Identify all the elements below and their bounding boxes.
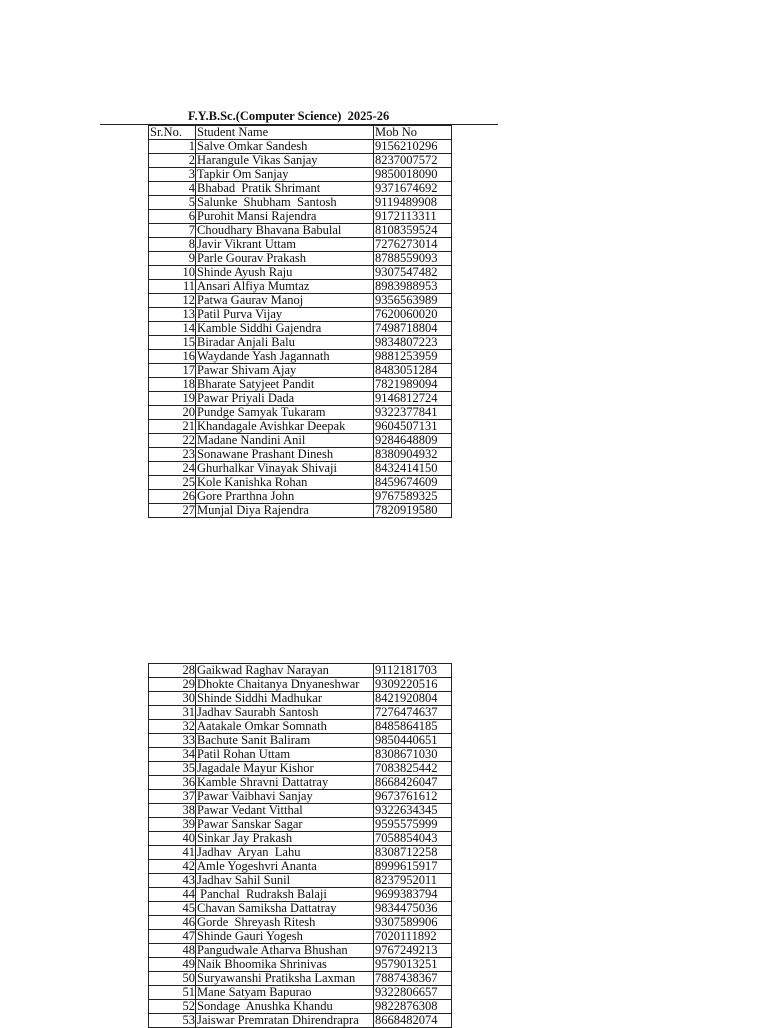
header-student-name: Student Name <box>196 126 374 140</box>
mobile-number-cell: 8983988953 <box>374 280 452 294</box>
student-name-cell: Salunke Shubham Santosh <box>196 196 374 210</box>
table-row <box>149 664 452 678</box>
mobile-number-cell: 9767589325 <box>374 490 452 504</box>
table-row <box>149 308 452 322</box>
table-row <box>149 294 452 308</box>
mobile-number-cell: 8999615917 <box>374 860 452 874</box>
sr-no-cell: 50 <box>149 972 196 986</box>
student-name-cell: Ghurhalkar Vinayak Shivaji <box>196 462 374 476</box>
table-row <box>149 860 452 874</box>
sr-no-cell: 10 <box>149 266 196 280</box>
student-rows-page-1 <box>149 140 452 518</box>
sr-no-cell: 33 <box>149 734 196 748</box>
student-name-cell: Parle Gourav Prakash <box>196 252 374 266</box>
sr-no-cell: 3 <box>149 168 196 182</box>
mobile-number-cell: 7276474637 <box>374 706 452 720</box>
student-name-cell: Naik Bhoomika Shrinivas <box>196 958 374 972</box>
student-name-cell: Patwa Gaurav Manoj <box>196 294 374 308</box>
sr-no-cell: 13 <box>149 308 196 322</box>
student-name-cell: Sondage Anushka Khandu <box>196 1000 374 1014</box>
mobile-number-cell: 9834475036 <box>374 902 452 916</box>
mobile-number-cell: 9699383794 <box>374 888 452 902</box>
student-name-cell: Mane Satyam Bapurao <box>196 986 374 1000</box>
table-row <box>149 364 452 378</box>
table-row <box>149 392 452 406</box>
student-name-cell: Pawar Vaibhavi Sanjay <box>196 790 374 804</box>
table-row <box>149 504 452 518</box>
student-name-cell: Jadhav Aryan Lahu <box>196 846 374 860</box>
sr-no-cell: 6 <box>149 210 196 224</box>
mobile-number-cell: 8308712258 <box>374 846 452 860</box>
mobile-number-cell: 8483051284 <box>374 364 452 378</box>
sr-no-cell: 35 <box>149 762 196 776</box>
sr-no-cell: 17 <box>149 364 196 378</box>
table-row <box>149 210 452 224</box>
sr-no-cell: 22 <box>149 434 196 448</box>
table-row <box>149 490 452 504</box>
mobile-number-cell: 7820919580 <box>374 504 452 518</box>
student-name-cell: Waydande Yash Jagannath <box>196 350 374 364</box>
student-name-cell: Biradar Anjali Balu <box>196 336 374 350</box>
mobile-number-cell: 9307547482 <box>374 266 452 280</box>
table-row <box>149 420 452 434</box>
mobile-number-cell: 9322634345 <box>374 804 452 818</box>
student-table-page-2 <box>148 663 452 1028</box>
sr-no-cell: 34 <box>149 748 196 762</box>
mobile-number-cell: 9309220516 <box>374 678 452 692</box>
table-row <box>149 930 452 944</box>
student-name-cell: Aatakale Omkar Somnath <box>196 720 374 734</box>
sr-no-cell: 25 <box>149 476 196 490</box>
student-name-cell: Gaikwad Raghav Narayan <box>196 664 374 678</box>
student-name-cell: Choudhary Bhavana Babulal <box>196 224 374 238</box>
mobile-number-cell: 9881253959 <box>374 350 452 364</box>
student-name-cell: Pawar Shivam Ajay <box>196 364 374 378</box>
mobile-number-cell: 7620060020 <box>374 308 452 322</box>
mobile-number-cell: 8459674609 <box>374 476 452 490</box>
student-name-cell: Dhokte Chaitanya Dnyaneshwar <box>196 678 374 692</box>
table-row <box>149 182 452 196</box>
sr-no-cell: 4 <box>149 182 196 196</box>
mobile-number-cell: 8788559093 <box>374 252 452 266</box>
sr-no-cell: 48 <box>149 944 196 958</box>
sr-no-cell: 42 <box>149 860 196 874</box>
table-row <box>149 748 452 762</box>
student-name-cell: Sinkar Jay Prakash <box>196 832 374 846</box>
student-name-cell: Shinde Siddhi Madhukar <box>196 692 374 706</box>
student-name-cell: Gorde Shreyash Ritesh <box>196 916 374 930</box>
mobile-number-cell: 9850018090 <box>374 168 452 182</box>
table-row <box>149 944 452 958</box>
table-row <box>149 972 452 986</box>
table-row <box>149 678 452 692</box>
table-row <box>149 140 452 154</box>
sr-no-cell: 14 <box>149 322 196 336</box>
sr-no-cell: 53 <box>149 1014 196 1028</box>
header-sr-no: Sr.No. <box>149 126 196 140</box>
sr-no-cell: 15 <box>149 336 196 350</box>
table-row <box>149 350 452 364</box>
sr-no-cell: 51 <box>149 986 196 1000</box>
sr-no-cell: 52 <box>149 1000 196 1014</box>
sr-no-cell: 41 <box>149 846 196 860</box>
student-name-cell: Tapkir Om Sanjay <box>196 168 374 182</box>
student-name-cell: Ansari Alfiya Mumtaz <box>196 280 374 294</box>
mobile-number-cell: 9356563989 <box>374 294 452 308</box>
mobile-number-cell: 7083825442 <box>374 762 452 776</box>
mobile-number-cell: 9307589906 <box>374 916 452 930</box>
student-name-cell: Madane Nandini Anil <box>196 434 374 448</box>
mobile-number-cell: 7821989094 <box>374 378 452 392</box>
mobile-number-cell: 9834807223 <box>374 336 452 350</box>
mobile-number-cell: 9172113311 <box>374 210 452 224</box>
sr-no-cell: 9 <box>149 252 196 266</box>
mobile-number-cell: 7058854043 <box>374 832 452 846</box>
sr-no-cell: 20 <box>149 406 196 420</box>
sr-no-cell: 45 <box>149 902 196 916</box>
sr-no-cell: 38 <box>149 804 196 818</box>
mobile-number-cell: 8308671030 <box>374 748 452 762</box>
student-name-cell: Pawar Priyali Dada <box>196 392 374 406</box>
sr-no-cell: 16 <box>149 350 196 364</box>
mobile-number-cell: 8432414150 <box>374 462 452 476</box>
table-row <box>149 462 452 476</box>
mobile-number-cell: 7276273014 <box>374 238 452 252</box>
student-name-cell: Bhabad Pratik Shrimant <box>196 182 374 196</box>
table-row <box>149 238 452 252</box>
header-mob-no: Mob No <box>374 126 452 140</box>
sr-no-cell: 29 <box>149 678 196 692</box>
table-row <box>149 762 452 776</box>
student-name-cell: Jadhav Sahil Sunil <box>196 874 374 888</box>
mobile-number-cell: 9604507131 <box>374 420 452 434</box>
sr-no-cell: 36 <box>149 776 196 790</box>
student-name-cell: Bachute Sanit Baliram <box>196 734 374 748</box>
table-row <box>149 336 452 350</box>
sr-no-cell: 49 <box>149 958 196 972</box>
sr-no-cell: 8 <box>149 238 196 252</box>
mobile-number-cell: 9371674692 <box>374 182 452 196</box>
student-name-cell: Patil Purva Vijay <box>196 308 374 322</box>
student-name-cell: Kole Kanishka Rohan <box>196 476 374 490</box>
student-rows-page-2 <box>149 664 452 1028</box>
table-row <box>149 266 452 280</box>
mobile-number-cell: 8421920804 <box>374 692 452 706</box>
sr-no-cell: 11 <box>149 280 196 294</box>
sr-no-cell: 31 <box>149 706 196 720</box>
sr-no-cell: 23 <box>149 448 196 462</box>
table-row <box>149 986 452 1000</box>
student-name-cell: Patil Rohan Uttam <box>196 748 374 762</box>
sr-no-cell: 21 <box>149 420 196 434</box>
table-row <box>149 846 452 860</box>
student-table-page-1 <box>148 125 452 518</box>
table-row <box>149 832 452 846</box>
mobile-number-cell: 9119489908 <box>374 196 452 210</box>
table-row <box>149 378 452 392</box>
table-row <box>149 168 452 182</box>
table-row <box>149 790 452 804</box>
student-name-cell: Panchal Rudraksh Balaji <box>196 888 374 902</box>
table-row <box>149 322 452 336</box>
table-row <box>149 692 452 706</box>
student-name-cell: Pawar Sanskar Sagar <box>196 818 374 832</box>
sr-no-cell: 12 <box>149 294 196 308</box>
student-name-cell: Salve Omkar Sandesh <box>196 140 374 154</box>
mobile-number-cell: 8237952011 <box>374 874 452 888</box>
student-name-cell: Amle Yogeshvri Ananta <box>196 860 374 874</box>
table-row <box>149 916 452 930</box>
student-name-cell: Munjal Diya Rajendra <box>196 504 374 518</box>
sr-no-cell: 24 <box>149 462 196 476</box>
mobile-number-cell: 7020111892 <box>374 930 452 944</box>
mobile-number-cell: 8380904932 <box>374 448 452 462</box>
mobile-number-cell: 9579013251 <box>374 958 452 972</box>
student-name-cell: Jagadale Mayur Kishor <box>196 762 374 776</box>
sr-no-cell: 7 <box>149 224 196 238</box>
mobile-number-cell: 8108359524 <box>374 224 452 238</box>
student-name-cell: Kamble Siddhi Gajendra <box>196 322 374 336</box>
sr-no-cell: 32 <box>149 720 196 734</box>
mobile-number-cell: 9146812724 <box>374 392 452 406</box>
sr-no-cell: 30 <box>149 692 196 706</box>
table-header-row <box>149 126 452 140</box>
sr-no-cell: 18 <box>149 378 196 392</box>
table-row <box>149 720 452 734</box>
sr-no-cell: 44 <box>149 888 196 902</box>
student-name-cell: Pundge Samyak Tukaram <box>196 406 374 420</box>
sr-no-cell: 40 <box>149 832 196 846</box>
mobile-number-cell: 9850440651 <box>374 734 452 748</box>
sr-no-cell: 37 <box>149 790 196 804</box>
table-row <box>149 252 452 266</box>
table-row <box>149 958 452 972</box>
student-name-cell: Javir Vikrant Uttam <box>196 238 374 252</box>
table-row <box>149 888 452 902</box>
table-row <box>149 280 452 294</box>
student-name-cell: Harangule Vikas Sanjay <box>196 154 374 168</box>
mobile-number-cell: 9822876308 <box>374 1000 452 1014</box>
mobile-number-cell: 8668482074 <box>374 1014 452 1028</box>
table-row <box>149 706 452 720</box>
mobile-number-cell: 9284648809 <box>374 434 452 448</box>
sr-no-cell: 27 <box>149 504 196 518</box>
sr-no-cell: 26 <box>149 490 196 504</box>
sr-no-cell: 1 <box>149 140 196 154</box>
table-row <box>149 154 452 168</box>
student-name-cell: Suryawanshi Pratiksha Laxman <box>196 972 374 986</box>
mobile-number-cell: 9767249213 <box>374 944 452 958</box>
student-name-cell: Jadhav Saurabh Santosh <box>196 706 374 720</box>
table-row <box>149 224 452 238</box>
student-name-cell: Jaiswar Premratan Dhirendrapra <box>196 1014 374 1028</box>
student-name-cell: Sonawane Prashant Dinesh <box>196 448 374 462</box>
mobile-number-cell: 9673761612 <box>374 790 452 804</box>
mobile-number-cell: 8485864185 <box>374 720 452 734</box>
mobile-number-cell: 9112181703 <box>374 664 452 678</box>
table-row <box>149 804 452 818</box>
table-row <box>149 476 452 490</box>
mobile-number-cell: 9595575999 <box>374 818 452 832</box>
table-row <box>149 434 452 448</box>
sr-no-cell: 2 <box>149 154 196 168</box>
student-name-cell: Kamble Shravni Dattatray <box>196 776 374 790</box>
mobile-number-cell: 8668426047 <box>374 776 452 790</box>
table-row <box>149 874 452 888</box>
student-name-cell: Pawar Vedant Vitthal <box>196 804 374 818</box>
student-name-cell: Bharate Satyjeet Pandit <box>196 378 374 392</box>
sr-no-cell: 46 <box>149 916 196 930</box>
mobile-number-cell: 8237007572 <box>374 154 452 168</box>
page-title: F.Y.B.Sc.(Computer Science) 2025-26 <box>188 109 390 123</box>
table-row <box>149 902 452 916</box>
student-name-cell: Shinde Ayush Raju <box>196 266 374 280</box>
table-row <box>149 196 452 210</box>
student-name-cell: Chavan Samiksha Dattatray <box>196 902 374 916</box>
student-name-cell: Pangudwale Atharva Bhushan <box>196 944 374 958</box>
table-row <box>149 776 452 790</box>
table-row <box>149 818 452 832</box>
mobile-number-cell: 9322377841 <box>374 406 452 420</box>
sr-no-cell: 5 <box>149 196 196 210</box>
table-row <box>149 1014 452 1028</box>
table-row <box>149 406 452 420</box>
mobile-number-cell: 9322806657 <box>374 986 452 1000</box>
table-row <box>149 448 452 462</box>
student-name-cell: Khandagale Avishkar Deepak <box>196 420 374 434</box>
student-name-cell: Gore Prarthna John <box>196 490 374 504</box>
sr-no-cell: 43 <box>149 874 196 888</box>
sr-no-cell: 28 <box>149 664 196 678</box>
mobile-number-cell: 9156210296 <box>374 140 452 154</box>
student-name-cell: Purohit Mansi Rajendra <box>196 210 374 224</box>
mobile-number-cell: 7887438367 <box>374 972 452 986</box>
student-name-cell: Shinde Gauri Yogesh <box>196 930 374 944</box>
table-row <box>149 734 452 748</box>
table-row <box>149 1000 452 1014</box>
sr-no-cell: 39 <box>149 818 196 832</box>
sr-no-cell: 19 <box>149 392 196 406</box>
sr-no-cell: 47 <box>149 930 196 944</box>
mobile-number-cell: 7498718804 <box>374 322 452 336</box>
